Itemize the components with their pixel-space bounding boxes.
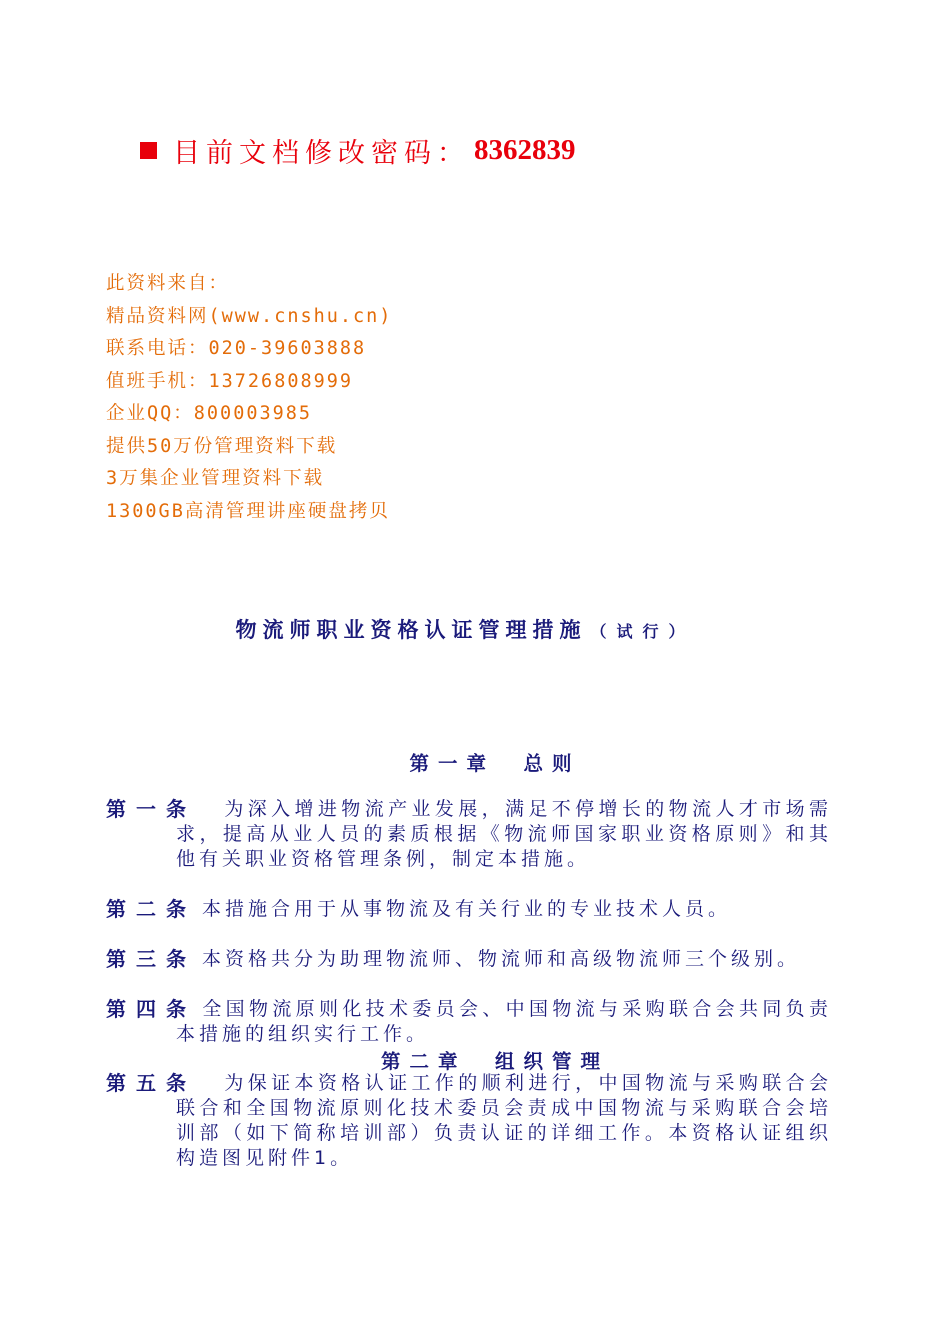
article	[106, 947, 832, 972]
article-text: 为保证本资格认证工作的顺利进行，中国物流与采购联合会联合和全国物流原则化技术委员会责成中国物流与采购联合会培训部（如下简称培训部）负责认证的详细工作。本资格认证组织构造图见附件1。	[176, 1072, 832, 1169]
article-label: 第二条	[106, 897, 196, 921]
source-line-phone: 联系电话：020-39603888	[106, 338, 367, 359]
title-subtitle: （试行）	[590, 622, 695, 641]
article-label: 第四条	[106, 997, 196, 1021]
article-text: 本措施合用于从事物流及有关行业的专业技术人员。	[202, 898, 732, 920]
article-label: 第三条	[106, 947, 196, 971]
source-line: 3万集企业管理资料下载	[106, 468, 325, 489]
title-main: 物流师职业资格认证管理措施	[235, 618, 587, 642]
article-label: 第五条	[106, 1071, 196, 1095]
article-text: 本资格共分为助理物流师、物流师和高级物流师三个级别。	[202, 948, 801, 970]
password-code: 8362839	[474, 133, 576, 166]
square-bullet-icon	[140, 142, 157, 159]
source-info	[106, 268, 392, 528]
source-line: 此资料来自：	[106, 273, 230, 294]
chapter-heading: 第一章 总则	[409, 752, 581, 775]
article-text: 为深入增进物流产业发展，满足不停增长的物流人才市场需求，提高从业人员的素质根据《物流师国家职业资格原则》和其他有关职业资格管理条例，制定本措施。	[176, 798, 832, 870]
password-notice	[140, 128, 576, 172]
source-line-website: 精品资料网(www.cnshu.cn)	[106, 305, 393, 327]
article-text: 全国物流原则化技术委员会、中国物流与采购联合会共同负责本措施的组织实行工作。	[176, 998, 832, 1045]
article	[106, 797, 832, 872]
article	[106, 997, 832, 1047]
article	[106, 897, 832, 922]
article-label: 第一条	[106, 797, 196, 821]
article	[106, 1071, 832, 1171]
chapter-heading: 第二章 组织管理	[380, 1050, 609, 1073]
password-label: 目前文档修改密码：	[173, 137, 470, 169]
source-line-mobile: 值班手机：13726808999	[106, 370, 354, 392]
document-title	[0, 614, 930, 644]
source-line: 1300GB高清管理讲座硬盘拷贝	[106, 500, 390, 522]
source-line: 提供50万份管理资料下载	[106, 435, 338, 457]
source-line-qq: 企业QQ：800003985	[106, 403, 313, 424]
